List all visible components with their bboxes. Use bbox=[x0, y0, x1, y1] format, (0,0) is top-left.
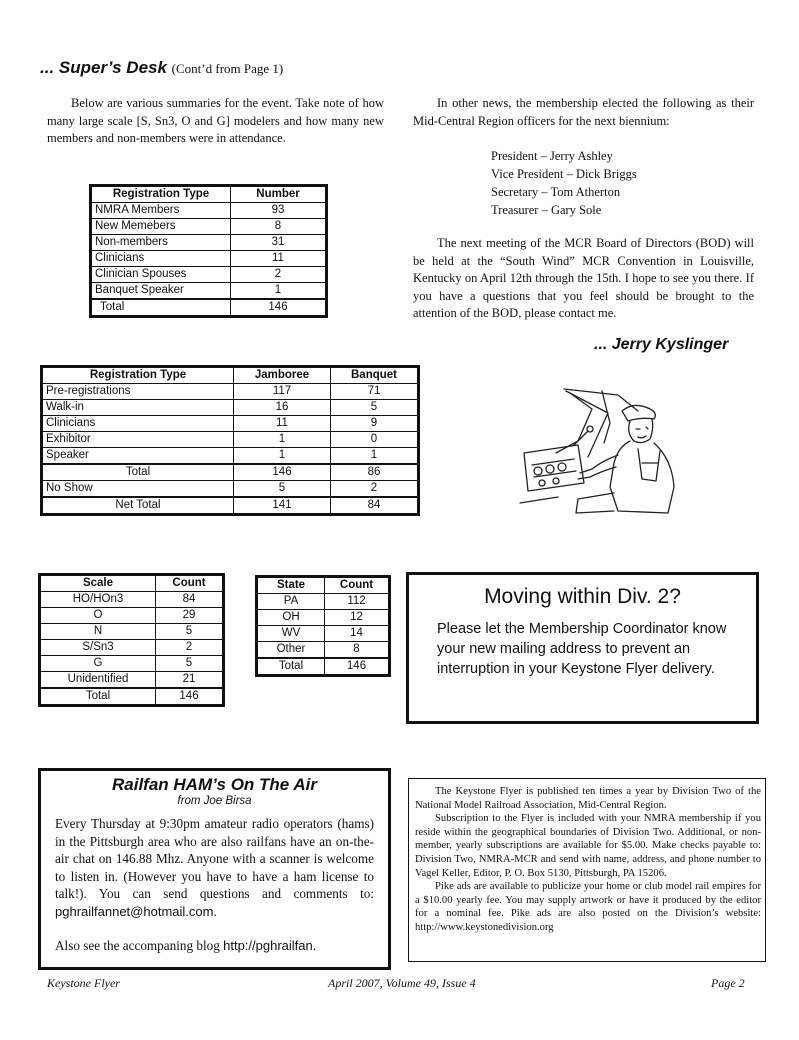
scale-table bbox=[38, 573, 225, 707]
table-row bbox=[257, 626, 390, 642]
table-cell: Total bbox=[40, 688, 156, 706]
table-row bbox=[257, 642, 390, 659]
publication-info-para: Subscription to the Flyer is included with your NMRA membership if you reside within the geographical boundaries of Division Two. Additional, or non-member, yearly subscriptions are available for $5.00. Make checks payable to: Division Two, NMRA-MCR and send with name, address, and phone number to Vagel Keller, Editor, P. O. Box 5130, Pittsburgh, PA 15206. bbox=[415, 813, 761, 879]
table-cell: N bbox=[40, 624, 156, 640]
table-header: Jamboree bbox=[234, 367, 331, 384]
table-cell: Other bbox=[257, 642, 325, 659]
table-header: State bbox=[257, 577, 325, 594]
table-cell: 16 bbox=[234, 400, 331, 416]
table-cell: 31 bbox=[231, 235, 327, 251]
publication-info-box bbox=[408, 778, 766, 962]
table-row bbox=[42, 400, 419, 416]
table-row bbox=[40, 592, 224, 608]
table-cell: Non-members bbox=[91, 235, 231, 251]
table-cell: Exhibitor bbox=[42, 432, 234, 448]
table-header: Registration Type bbox=[91, 186, 231, 203]
table-row bbox=[257, 594, 390, 610]
table-cell: 1 bbox=[231, 283, 327, 300]
table-cell: 2 bbox=[231, 267, 327, 283]
table-cell: Clinicians bbox=[91, 251, 231, 267]
intro-text: Below are various summaries for the event. Take note of how many large scale [S, Sn3, O and G] modelers and how many new members and non-members were in attendance. bbox=[47, 96, 384, 145]
table-row bbox=[91, 251, 327, 267]
officer-vice-president: Vice President – Dick Briggs bbox=[491, 167, 637, 181]
table-row bbox=[91, 219, 327, 235]
railfan-ham-box bbox=[38, 768, 391, 970]
table-row bbox=[40, 624, 224, 640]
table-cell: 9 bbox=[331, 416, 419, 432]
table-header: Banquet bbox=[331, 367, 419, 384]
table-cell: WV bbox=[257, 626, 325, 642]
table-header: Count bbox=[156, 575, 224, 592]
table-cell: S/Sn3 bbox=[40, 640, 156, 656]
table-cell: 11 bbox=[234, 416, 331, 432]
table-row bbox=[40, 656, 224, 672]
registration-table bbox=[89, 184, 328, 318]
ham-blog-prefix: Also see the accompaning blog bbox=[55, 938, 224, 953]
table-cell: Clinician Spouses bbox=[91, 267, 231, 283]
table-cell: 5 bbox=[156, 656, 224, 672]
publication-info-para: The Keystone Flyer is published ten times a year by Division Two of the National Model Railroad Association, Mid-Central Region. bbox=[415, 786, 761, 811]
table-cell: Speaker bbox=[42, 448, 234, 465]
officers-intro-text: In other news, the membership elected the following as their Mid-Central Region officers for the next biennium: bbox=[413, 96, 754, 128]
ham-email-link[interactable]: pghrailfannet@hotmail.com bbox=[55, 903, 214, 919]
table-cell: 1 bbox=[331, 448, 419, 465]
table-cell: Total bbox=[42, 464, 234, 481]
table-cell: OH bbox=[257, 610, 325, 626]
table-cell: 146 bbox=[325, 658, 390, 676]
engineer-illustration bbox=[518, 383, 684, 523]
table-header: Number bbox=[231, 186, 327, 203]
table-header: Registration Type bbox=[42, 367, 234, 384]
intro-paragraph bbox=[47, 95, 384, 148]
table-row bbox=[42, 416, 419, 432]
table-row bbox=[40, 672, 224, 689]
table-cell: Total bbox=[91, 299, 231, 317]
table-cell: Walk-in bbox=[42, 400, 234, 416]
table-cell: 0 bbox=[331, 432, 419, 448]
table-cell: 146 bbox=[234, 464, 331, 481]
moving-notice-body: Please let the Membership Coordinator know your new mailing address to prevent an interruption in your Keystone Flyer delivery. bbox=[437, 621, 727, 677]
table-cell: 5 bbox=[234, 481, 331, 498]
ham-blog-link[interactable]: http://pghrailfan. bbox=[223, 938, 317, 953]
table-cell: 8 bbox=[231, 219, 327, 235]
table-cell: Pre-registrations bbox=[42, 384, 234, 400]
ham-body-text: Every Thursday at 9:30pm amateur radio operators (hams) in the Pittsburgh area who are also railfans have an on-the-air chat on 146.88 Mhz. Anyone with a scanner is welcome to listen in. (However you have to have a ham license to talk!). You can send questions and comments to: bbox=[55, 816, 374, 901]
table-cell: No Show bbox=[42, 481, 234, 498]
publication-info-text bbox=[415, 785, 761, 935]
table-cell: 84 bbox=[331, 497, 419, 515]
officer-secretary: Secretary – Tom Atherton bbox=[491, 185, 621, 199]
jamboree-banquet-table bbox=[40, 365, 420, 516]
table-cell: 29 bbox=[156, 608, 224, 624]
table-cell: 71 bbox=[331, 384, 419, 400]
table-total-row bbox=[40, 688, 224, 706]
table-cell: G bbox=[40, 656, 156, 672]
table-cell: 141 bbox=[234, 497, 331, 515]
officers-intro bbox=[413, 95, 754, 130]
table-cell: 112 bbox=[325, 594, 390, 610]
table-cell: New Memebers bbox=[91, 219, 231, 235]
table-header: Count bbox=[325, 577, 390, 594]
table-row bbox=[91, 267, 327, 283]
moving-notice-box bbox=[406, 572, 759, 724]
table-cell: Banquet Speaker bbox=[91, 283, 231, 300]
table-row bbox=[42, 432, 419, 448]
table-cell: NMRA Members bbox=[91, 203, 231, 219]
continued-note: (Cont’d from Page 1) bbox=[171, 61, 284, 76]
table-cell: 2 bbox=[156, 640, 224, 656]
table-total-row bbox=[257, 658, 390, 676]
state-table bbox=[255, 575, 391, 677]
table-cell: 11 bbox=[231, 251, 327, 267]
table-net-total-row bbox=[42, 497, 419, 515]
section-title: ... Super’s Desk bbox=[40, 58, 167, 77]
table-row bbox=[42, 384, 419, 400]
table-header: Scale bbox=[40, 575, 156, 592]
table-cell: Unidentified bbox=[40, 672, 156, 689]
table-cell: Total bbox=[257, 658, 325, 676]
footer-page-number: Page 2 bbox=[711, 976, 745, 990]
table-row bbox=[42, 448, 419, 465]
table-cell: 117 bbox=[234, 384, 331, 400]
table-cell: 84 bbox=[156, 592, 224, 608]
table-cell: 5 bbox=[156, 624, 224, 640]
table-cell: 2 bbox=[331, 481, 419, 498]
table-cell: 5 bbox=[331, 400, 419, 416]
table-cell: Net Total bbox=[42, 497, 234, 515]
bod-meeting-paragraph bbox=[413, 235, 754, 323]
table-row bbox=[40, 640, 224, 656]
table-cell: 146 bbox=[231, 299, 327, 317]
footer-issue: April 2007, Volume 49, Issue 4 bbox=[328, 976, 476, 990]
officer-treasurer: Treasurer – Gary Sole bbox=[491, 203, 602, 217]
ham-body: Every Thursday at 9:30pm amateur radio operators (hams) in the Pittsburgh area who are also railfans have an on-the-air chat on 146.88 Mhz. Anyone with a scanner is welcome to listen in. (However you have to have a ham license to talk!). You can send questions and comments to: pghrailfannet@hotmail.com. Also see the accompaning blog http://pghrailfan. bbox=[55, 816, 374, 953]
table-row bbox=[40, 608, 224, 624]
table-cell: 146 bbox=[156, 688, 224, 706]
officer-president: President – Jerry Ashley bbox=[491, 149, 613, 163]
table-cell: 8 bbox=[325, 642, 390, 659]
table-total-row bbox=[91, 299, 327, 317]
table-cell: 12 bbox=[325, 610, 390, 626]
bod-meeting-text: The next meeting of the MCR Board of Directors (BOD) will be held at the “South Wind” MCR Convention in Louisville, Kentucky on April 12th through the 15th. I hope to see you there. If you have a questions that you feel should be brought to the attention of the BOD, please contact me. bbox=[413, 236, 754, 320]
table-cell: 93 bbox=[231, 203, 327, 219]
table-cell: 86 bbox=[331, 464, 419, 481]
table-cell: O bbox=[40, 608, 156, 624]
ham-title: Railfan HAM’s On The Air bbox=[112, 775, 317, 794]
officers-list bbox=[491, 147, 637, 219]
signature: ... Jerry Kyslinger bbox=[594, 336, 729, 353]
ham-byline: from Joe Birsa bbox=[177, 795, 252, 807]
table-cell: Clinicians bbox=[42, 416, 234, 432]
section-heading bbox=[40, 58, 283, 78]
table-cell: 21 bbox=[156, 672, 224, 689]
table-total-row bbox=[42, 464, 419, 481]
table-cell: 14 bbox=[325, 626, 390, 642]
moving-notice-title: Moving within Div. 2? bbox=[484, 585, 681, 608]
table-cell: PA bbox=[257, 594, 325, 610]
footer-publication: Keystone Flyer bbox=[47, 976, 120, 990]
table-row bbox=[91, 283, 327, 300]
table-row bbox=[91, 203, 327, 219]
table-cell: 1 bbox=[234, 448, 331, 465]
table-cell: 1 bbox=[234, 432, 331, 448]
table-row bbox=[91, 235, 327, 251]
table-row bbox=[42, 481, 419, 498]
publication-info-para: Pike ads are available to publicize your home or club model rail empires for a $10.00 yearly fee. You may supply artwork or have it produced by the editor for a nominal fee. Pike ads are also posted on the Division’s website: http://www.keystonedivision.org bbox=[415, 881, 761, 933]
table-cell: HO/HOn3 bbox=[40, 592, 156, 608]
table-row bbox=[257, 610, 390, 626]
